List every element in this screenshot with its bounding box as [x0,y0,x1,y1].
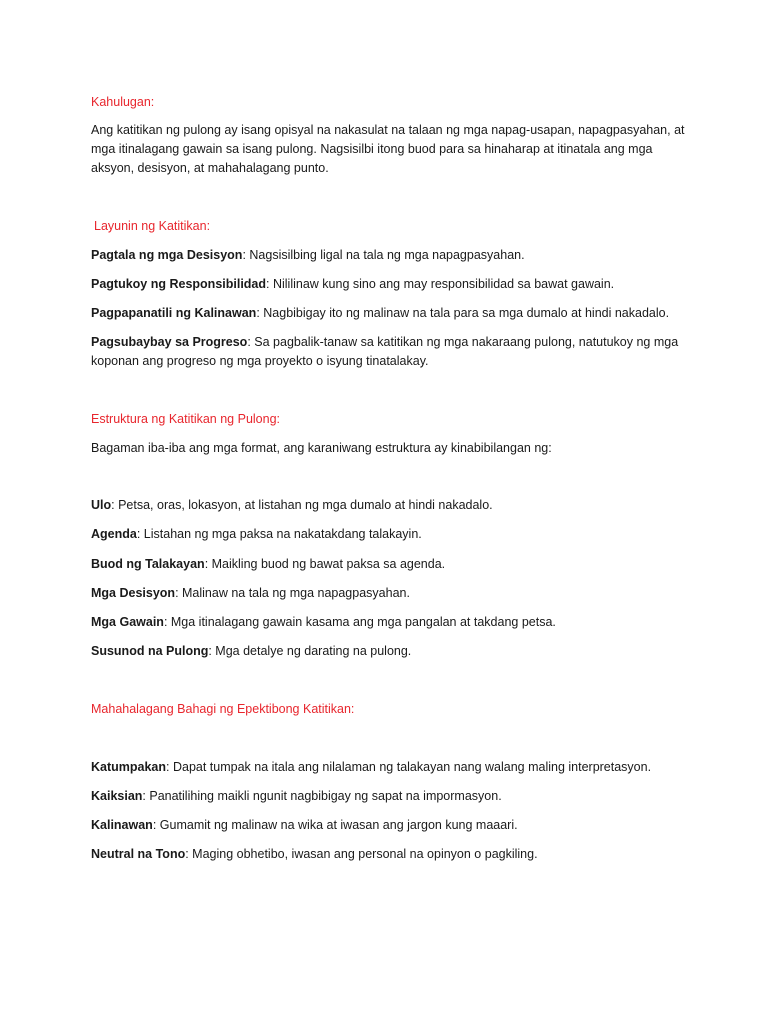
estruktura-term: Mga Desisyon [91,586,176,600]
heading-estruktura: Estruktura ng Katitikan ng Pulong: [91,412,281,426]
layunin-term: Pagtala ng mga Desisyon [91,248,243,262]
heading-mahahalaga: Mahahalagang Bahagi ng Epektibong Katitikan: [91,702,355,716]
estruktura-item [91,496,691,516]
mahahalaga-item [91,787,691,807]
layunin-desc: : Sa pagbalik-tanaw sa katitikan ng mga nakaraang pulong, natutukoy ng mga [247,335,679,349]
mahahalaga-desc: : Panatilihing maikli ngunit nagbibigay ng sapat na impormasyon. [142,789,502,803]
estruktura-term: Susunod na Pulong [91,644,209,658]
heading-layunin: Layunin ng Katitikan: [94,219,211,233]
layunin-item [91,246,691,266]
estruktura-item [91,555,691,575]
estruktura-item [91,525,691,545]
estruktura-term: Ulo [91,498,112,512]
estruktura-term: Buod ng Talakayan [91,557,205,571]
estruktura-item [91,584,691,604]
estruktura-desc: : Malinaw na tala ng mga napagpasyahan. [175,586,410,600]
estruktura-desc: : Listahan ng mga paksa na nakatakdang talakayin. [136,527,422,541]
mahahalaga-term: Kalinawan [91,818,153,832]
kahulugan-line-2: mga itinalagang gawain sa isang pulong. Nagsisilbi itong buod para sa hinaharap at itinatala ang mga [91,142,653,156]
layunin-item-continuation: koponan ang progreso ng mga proyekto o isyung tinatalakay. [91,354,429,368]
kahulugan-line-3: aksyon, desisyon, at mahahalagang punto. [91,161,329,175]
mahahalaga-item [91,816,691,836]
estruktura-term: Mga Gawain [91,615,164,629]
heading-kahulugan: Kahulugan: [91,95,155,109]
estruktura-term: Agenda [91,527,137,541]
estruktura-desc: : Petsa, oras, lokasyon, at listahan ng mga dumalo at hindi nakadalo. [111,498,493,512]
mahahalaga-term: Neutral na Tono [91,847,186,861]
layunin-term: Pagsubaybay sa Progreso [91,335,248,349]
mahahalaga-desc: : Maging obhetibo, iwasan ang personal na opinyon o pagkiling. [185,847,538,861]
layunin-term: Pagpapanatili ng Kalinawan [91,306,257,320]
layunin-item [91,275,691,295]
layunin-desc: : Nagbibigay ito ng malinaw na tala para sa mga dumalo at hindi nakadalo. [256,306,670,320]
layunin-desc: : Nagsisilbing ligal na tala ng mga napagpasyahan. [242,248,525,262]
mahahalaga-term: Katumpakan [91,760,167,774]
kahulugan-line-1: Ang katitikan ng pulong ay isang opisyal na nakasulat na talaan ng mga napag-usapan, napagpasyahan, at [91,123,685,137]
mahahalaga-desc: : Dapat tumpak na itala ang nilalaman ng talakayan nang walang maling interpretasyon. [166,760,652,774]
layunin-item [91,333,691,353]
layunin-item [91,304,691,324]
estruktura-item [91,613,691,633]
estruktura-item [91,642,691,662]
estruktura-desc: : Mga itinalagang gawain kasama ang mga pangalan at takdang petsa. [163,615,556,629]
estruktura-desc: : Mga detalye ng darating na pulong. [208,644,412,658]
estruktura-desc: : Maikling buod ng bawat paksa sa agenda. [204,557,446,571]
layunin-term: Pagtukoy ng Responsibilidad [91,277,267,291]
mahahalaga-term: Kaiksian [91,789,143,803]
estruktura-intro: Bagaman iba-iba ang mga format, ang karaniwang estruktura ay kinabibilangan ng: [91,441,552,455]
mahahalaga-desc: : Gumamit ng malinaw na wika at iwasan ang jargon kung maaari. [152,818,518,832]
layunin-desc: : Nililinaw kung sino ang may responsibilidad sa bawat gawain. [266,277,615,291]
mahahalaga-item [91,845,691,865]
mahahalaga-item [91,758,691,778]
